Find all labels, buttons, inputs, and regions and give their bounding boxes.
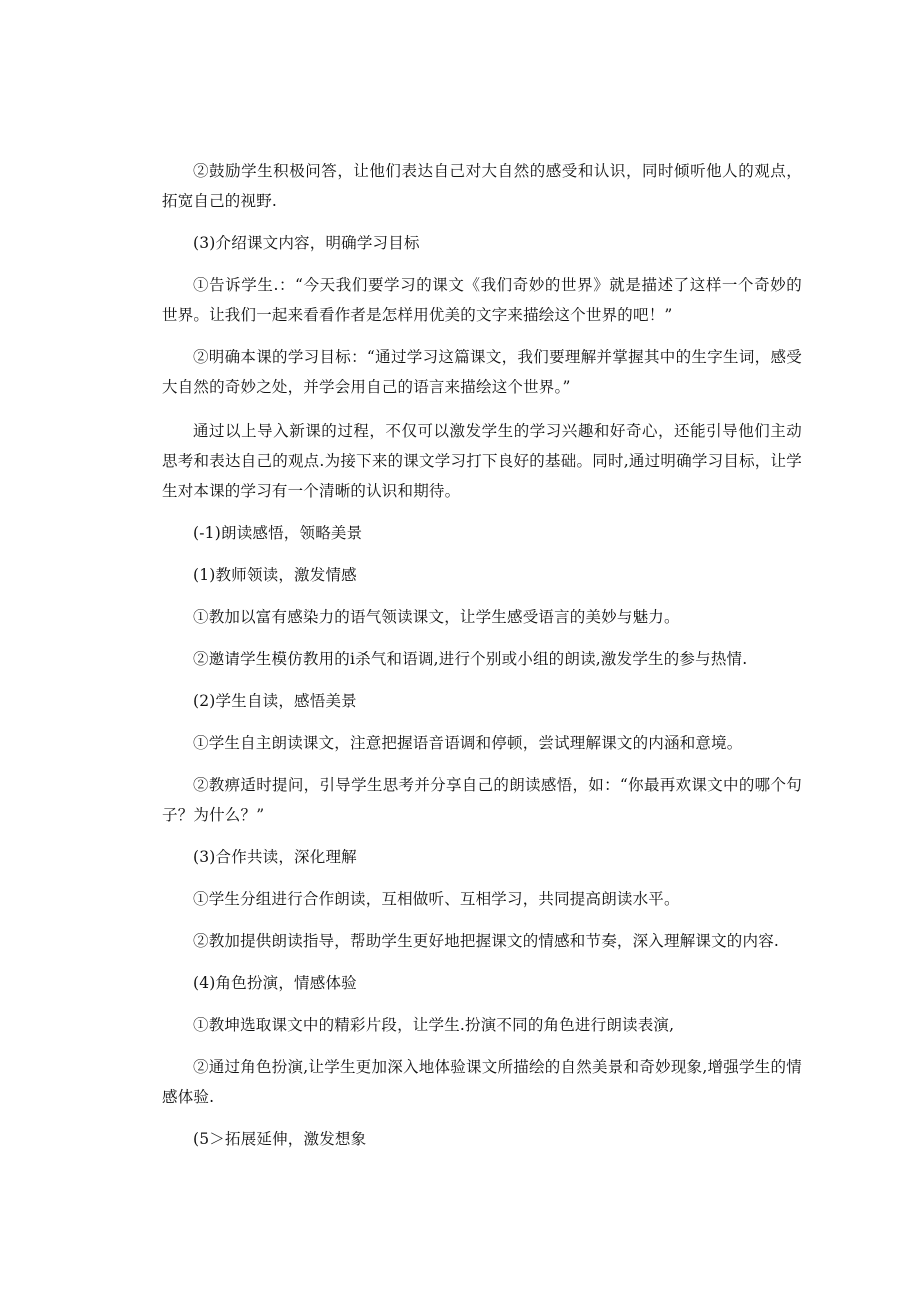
paragraph-tell-students: ①告诉学生.：“今天我们要学习的课文《我们奇妙的世界》就是描述了这样一个奇妙的世界。让我们一起来看看作者是怎样用优美的文字来描绘这个世界的吧！”: [162, 276, 802, 324]
paragraph-learning-goals: ②明确本课的学习目标：“通过学习这篇课文，我们要理解并掌握其中的生字生词，感受大自然的奇妙之处，并学会用自己的语言来描绘这个世界。”: [162, 348, 802, 396]
paragraph-encourage-answers: ②鼓励学生积极问答，让他们表达自己对大自然的感受和认识，同时倾听他人的观点，拓宽自己的视野.: [162, 162, 802, 210]
heading-self-reading: (2)学生自读，感悟美景: [193, 692, 357, 710]
heading-teacher-reading: (1)教师领读，激发情感: [193, 566, 357, 584]
heading-role-play: (4)角色扮演，情感体验: [193, 974, 357, 992]
paragraph-role-play-experience: ②通过角色扮演,让学生更加深入地体验课文所描绘的自然美景和奇妙现象,增强学生的情感体验.: [162, 1058, 802, 1106]
paragraph-self-reading: ①学生自主朗读课文，注意把握语音语调和停顿，尝试理解课文的内涵和意境。: [193, 734, 743, 752]
document-body: [162, 156, 802, 1154]
heading-extension: (5＞拓展延伸，激发想象: [193, 1130, 367, 1148]
paragraph-imitate-reading: ②邀请学生模仿教用的i杀气和语调,进行个别或小组的朗读,激发学生的参与热情.: [193, 650, 748, 668]
paragraph-reading-guidance: ②教加提供朗读指导，帮助学生更好地把握课文的情感和节奏，深入理解课文的内容.: [193, 932, 780, 950]
heading-reading-section: (-1)朗读感悟，领略美景: [193, 524, 363, 542]
paragraph-teacher-questions: ②教痹适时提问，引导学生思考并分享自己的朗读感悟，如：“你最再欢课文中的哪个句子？为什么？”: [162, 776, 802, 824]
paragraph-group-reading: ①学生分组进行合作朗读，互相做听、互相学习，共同提高朗读水平。: [193, 890, 680, 908]
paragraph-select-passages: ①教坤选取课文中的精彩片段，让学生.扮演不同的角色进行朗读表演,: [193, 1016, 675, 1034]
paragraph-teacher-reads: ①教加以富有感染力的语气领读课文，让学生感受语言的美妙与魅力。: [193, 608, 680, 626]
heading-introduce-text: (3)介绍课文内容，明确学习目标: [193, 234, 420, 252]
paragraph-summary: 通过以上导入新课的过程，不仅可以激发学生的学习兴趣和好奇心，还能引导他们主动思考和表达自己的观点.为接下来的课文学习打下良好的基础。同时,通过明确学习目标，让学生对本课的学习有一个清晰的认识和期待。: [162, 422, 802, 500]
heading-group-reading: (3)合作共读，深化理解: [193, 848, 357, 866]
